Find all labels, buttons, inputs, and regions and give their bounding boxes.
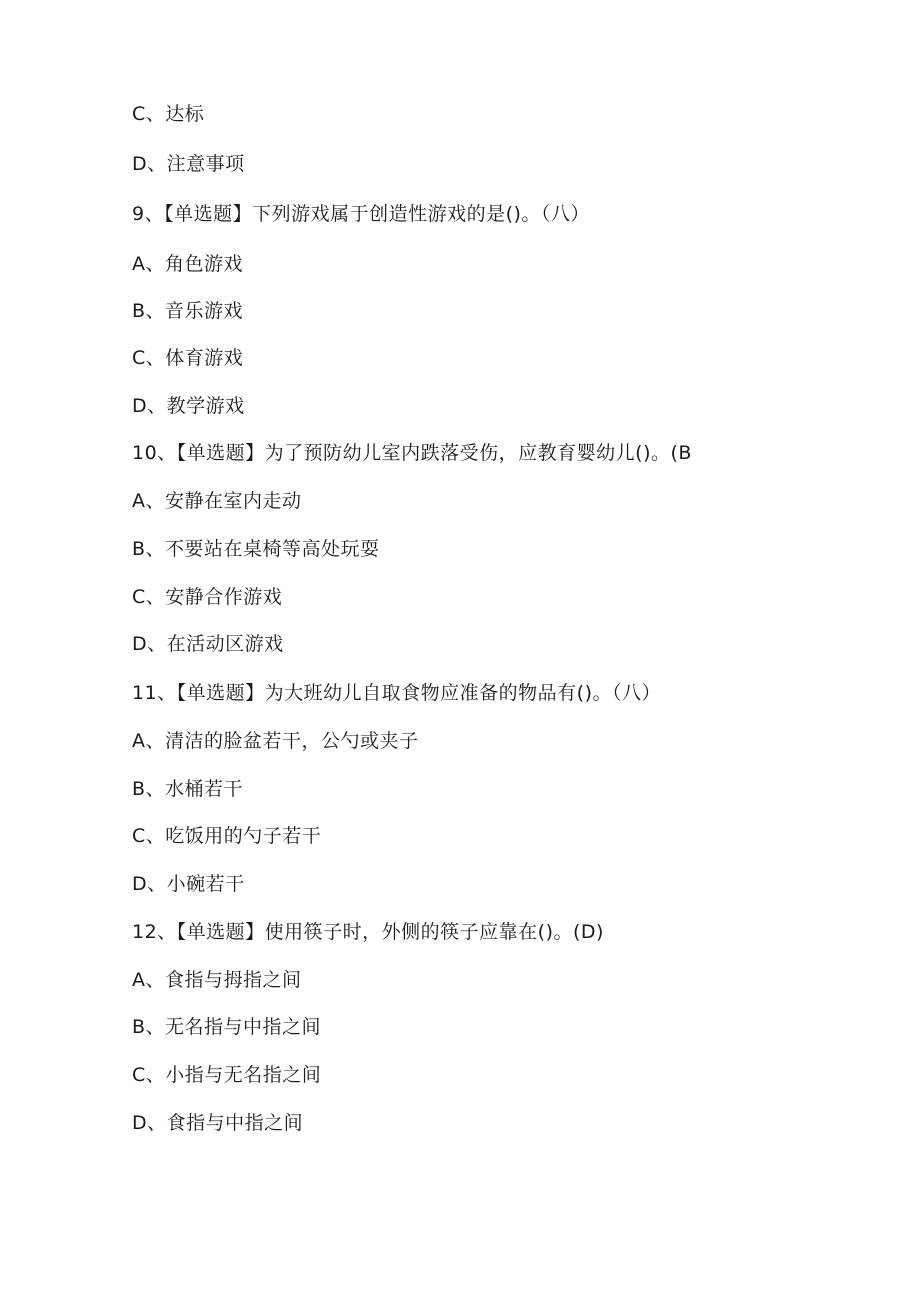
q9-option-b: B、音乐游戏 [132, 300, 244, 322]
option-d-prev: D、注意事项 [132, 153, 245, 175]
question-9: 9、【单选题】下列游戏属于创造性游戏的是()。（八） [132, 203, 590, 225]
q12-option-d: D、食指与中指之间 [132, 1112, 304, 1134]
q10-option-c: C、安静合作游戏 [132, 586, 283, 608]
q12-option-a: A、食指与拇指之间 [132, 969, 302, 991]
q11-option-c: C、吃饭用的勺子若干 [132, 825, 322, 847]
q11-option-a: A、清洁的脸盆若干，公勺或夹子 [132, 730, 419, 752]
q10-option-d: D、在活动区游戏 [132, 633, 284, 655]
q9-option-c: C、体育游戏 [132, 347, 244, 369]
question-11: 11、【单选题】为大班幼儿自取食物应准备的物品有()。（八） [132, 682, 662, 704]
q10-option-b: B、不要站在桌椅等高处玩耍 [132, 538, 380, 560]
q12-option-c: C、小指与无名指之间 [132, 1064, 322, 1086]
question-12: 12、【单选题】使用筷子时，外侧的筷子应靠在()。(D) [132, 921, 604, 943]
q10-option-a: A、安静在室内走动 [132, 490, 302, 512]
question-10: 10、【单选题】为了预防幼儿室内跌落受伤，应教育婴幼儿()。(B [132, 442, 692, 464]
q9-option-d: D、教学游戏 [132, 395, 245, 417]
q9-option-a: A、角色游戏 [132, 253, 243, 275]
q12-option-b: B、无名指与中指之间 [132, 1016, 322, 1038]
q11-option-d: D、小碗若干 [132, 873, 245, 895]
q11-option-b: B、水桶若干 [132, 778, 244, 800]
option-c-prev: C、达标 [132, 103, 205, 125]
